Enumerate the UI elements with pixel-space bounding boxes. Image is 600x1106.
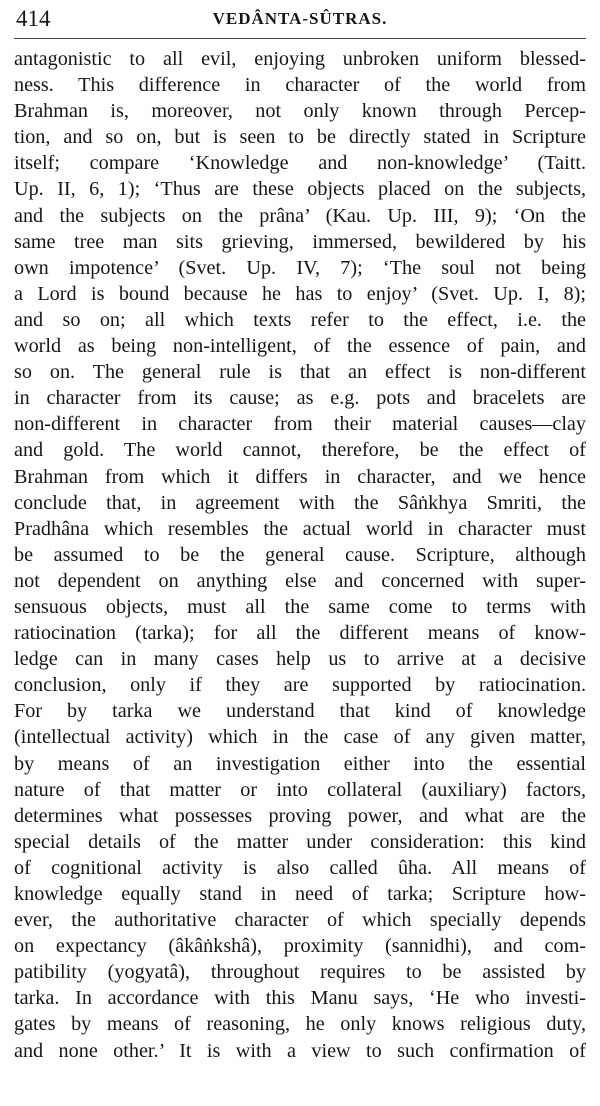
running-title: VEDÂNTA-SÛTRAS.	[212, 9, 388, 28]
text-line: special details of the matter under consideration: this kind	[14, 830, 586, 853]
text-line: a Lord is bound because he has to enjoy’ (Svet. Up. I, 8);	[14, 282, 586, 305]
text-line: itself; compare ‘Knowledge and non-knowledge’ (Taitt.	[14, 152, 586, 175]
text-line: of cognitional activity is also called ûha. All means of	[14, 856, 586, 879]
text-line: in character from its cause; as e.g. pots and bracelets are	[14, 387, 586, 410]
text-line: gates by means of reasoning, he only knows religious duty,	[14, 1013, 586, 1036]
text-line: ness. This difference in character of the world from	[14, 74, 586, 97]
text-line: (intellectual activity) which in the case of any given matter,	[14, 726, 586, 749]
text-line: Brahman from which it differs in character, and we hence	[14, 465, 586, 488]
running-head	[14, 2, 586, 36]
text-line: conclude that, in agreement with the Sâṅkhya Smriti, the	[14, 491, 586, 514]
text-line: and the subjects on the prâna’ (Kau. Up. III, 9); ‘On the	[14, 204, 586, 227]
text-line: be assumed to be the general cause. Scripture, although	[14, 543, 586, 566]
text-line: same tree man sits grieving, immersed, bewildered by his	[14, 230, 586, 253]
text-line: world as being non-intelligent, of the essence of pain, and	[14, 335, 586, 358]
text-line: and none other.’ It is with a view to such confirmation of	[14, 1039, 586, 1062]
text-line: nature of that matter or into collateral (auxiliary) factors,	[14, 778, 586, 801]
text-line: own impotence’ (Svet. Up. IV, 7); ‘The soul not being	[14, 256, 586, 279]
text-line: Pradhâna which resembles the actual world in character must	[14, 517, 586, 540]
text-line: tion, and so on, but is seen to be directly stated in Scripture	[14, 126, 586, 149]
text-line: so on. The general rule is that an effect is non-different	[14, 361, 586, 384]
text-line: tarka. In accordance with this Manu says, ‘He who investi-	[14, 987, 586, 1010]
body-text	[14, 46, 586, 1064]
text-line: ever, the authoritative character of which specially depends	[14, 909, 586, 932]
text-line: ratiocination (tarka); for all the different means of know-	[14, 622, 586, 645]
text-line: knowledge equally stand in need of tarka; Scripture how-	[14, 883, 586, 905]
page-number: 414	[16, 6, 51, 31]
text-line: For by tarka we understand that kind of knowledge	[14, 700, 586, 723]
text-line: antagonistic to all evil, enjoying unbroken uniform blessed-	[14, 48, 586, 70]
text-line: ledge can in many cases help us to arrive at a decisive	[14, 648, 586, 671]
header-rule	[14, 38, 586, 39]
text-line: Up. II, 6, 1); ‘Thus are these objects placed on the subjects,	[14, 178, 586, 201]
text-line: patibility (yogyatâ), throughout requires to be assisted by	[14, 961, 586, 984]
text-line: Brahman is, moreover, not only known through Percep-	[14, 100, 586, 123]
text-line: conclusion, only if they are supported by ratiocination.	[14, 674, 586, 697]
text-line: and so on; all which texts refer to the effect, i.e. the	[14, 308, 586, 331]
text-line: determines what possesses proving power, and what are the	[14, 804, 586, 827]
text-line: non-different in character from their material causes—clay	[14, 413, 586, 436]
text-line: not dependent on anything else and concerned with super-	[14, 569, 586, 592]
book-page	[14, 0, 586, 1106]
text-line: on expectancy (âkâṅkshâ), proximity (sannidhi), and com-	[14, 935, 586, 958]
text-line: sensuous objects, must all the same come to terms with	[14, 595, 586, 618]
text-line: by means of an investigation either into the essential	[14, 752, 586, 775]
text-line: and gold. The world cannot, therefore, be the effect of	[14, 439, 586, 462]
